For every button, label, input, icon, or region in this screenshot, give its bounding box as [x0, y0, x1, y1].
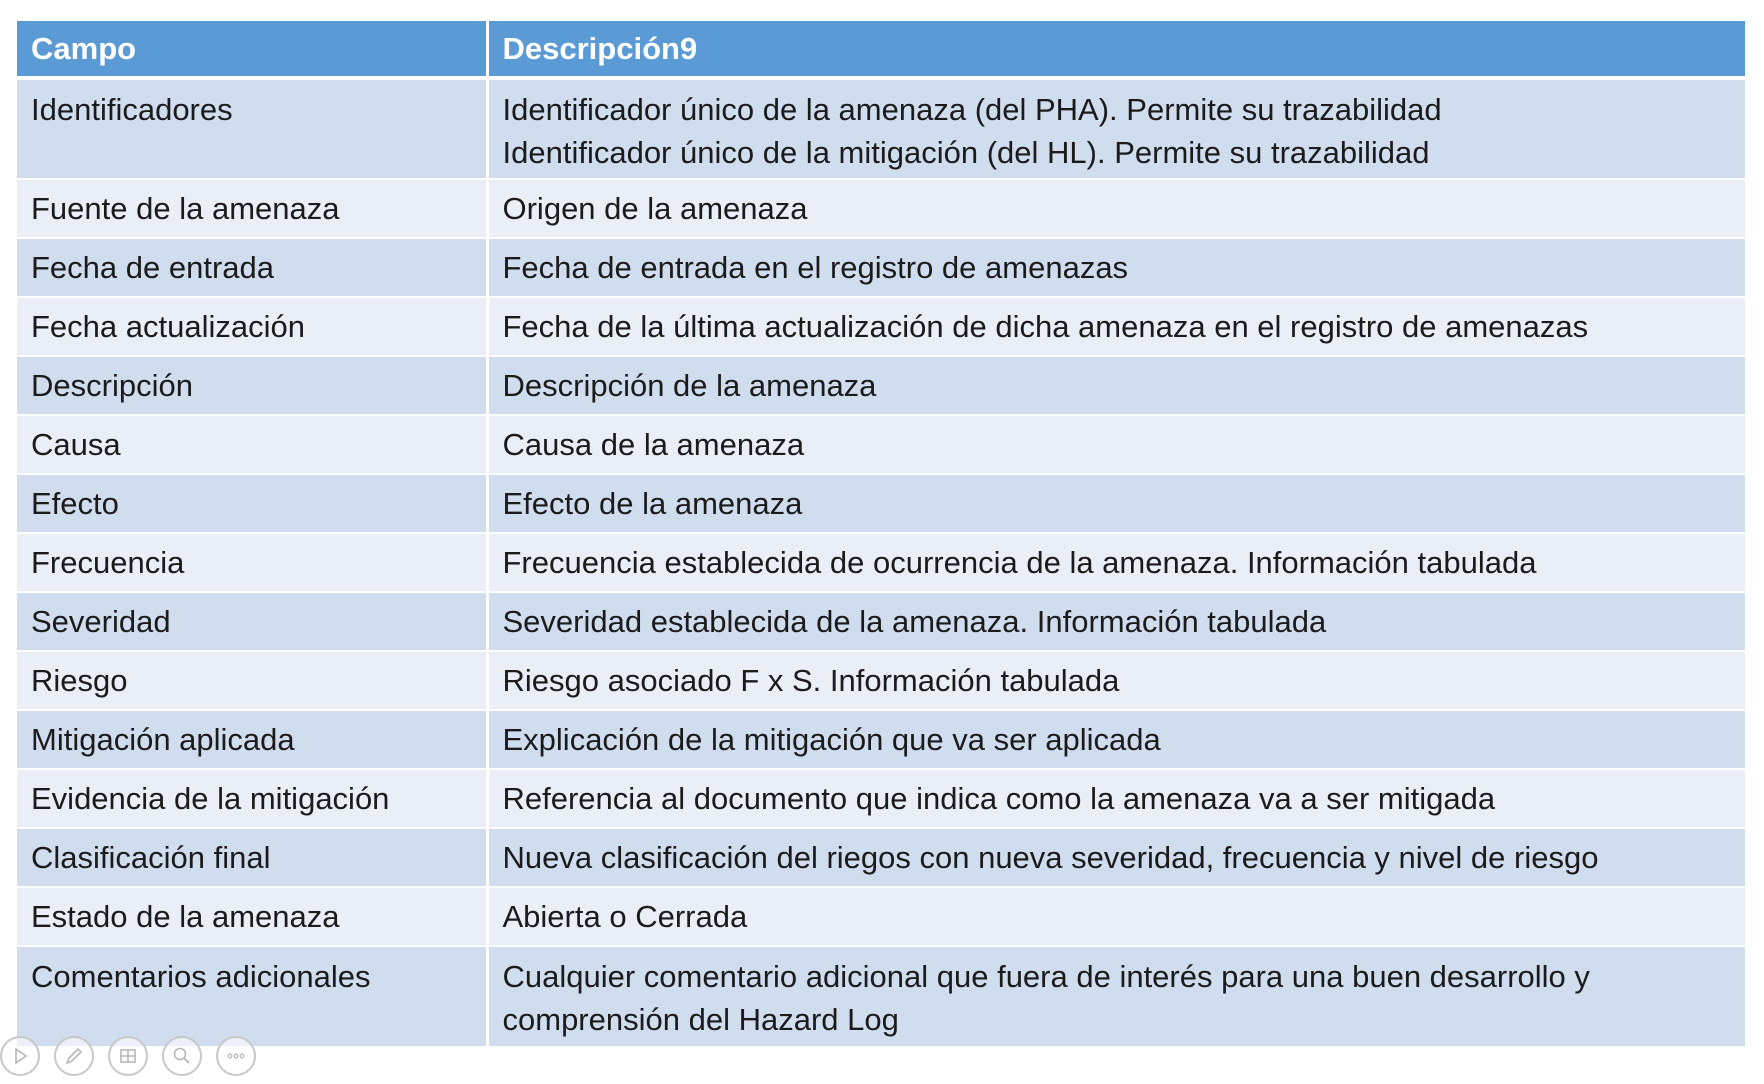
descripcion-line: Cualquier comentario adicional que fuera de interés para una buen desarrollo y: [502, 959, 1590, 994]
campo-cell: Efecto: [17, 474, 487, 533]
campo-cell: Clasificación final: [17, 828, 487, 887]
table-row: [17, 651, 1745, 710]
campo-cell: Riesgo: [17, 651, 487, 710]
descripcion-cell: Fecha de entrada en el registro de amenazas: [487, 238, 1745, 297]
campo-cell: Comentarios adicionales: [17, 946, 487, 1047]
campo-cell: Severidad: [17, 592, 487, 651]
descripcion-cell: [487, 78, 1745, 179]
pen-icon: [62, 1044, 86, 1068]
campo-cell: Fecha actualización: [17, 297, 487, 356]
descripcion-line: Identificador único de la mitigación (del HL). Permite su trazabilidad: [502, 135, 1430, 170]
campo-cell: Fuente de la amenaza: [17, 179, 487, 238]
descripcion-cell: Causa de la amenaza: [487, 415, 1745, 474]
descripcion-line: comprensión del Hazard Log: [502, 1002, 899, 1037]
table-row: [17, 710, 1745, 769]
table-row: [17, 887, 1745, 946]
campo-cell: Frecuencia: [17, 533, 487, 592]
table-header-row: [17, 21, 1745, 78]
descripcion-cell: Efecto de la amenaza: [487, 474, 1745, 533]
table-row: [17, 946, 1745, 1047]
play-button[interactable]: [0, 1036, 40, 1076]
fields-table: [17, 21, 1745, 1048]
table-row: [17, 78, 1745, 179]
more-icon: [224, 1044, 248, 1068]
campo-cell: Identificadores: [17, 78, 487, 179]
descripcion-cell: Frecuencia establecida de ocurrencia de la amenaza. Información tabulada: [487, 533, 1745, 592]
descripcion-cell: Riesgo asociado F x S. Información tabulada: [487, 651, 1745, 710]
descripcion-line: Identificador único de la amenaza (del PHA). Permite su trazabilidad: [502, 92, 1442, 127]
descripcion-cell: Referencia al documento que indica como la amenaza va a ser mitigada: [487, 769, 1745, 828]
campo-cell: Fecha de entrada: [17, 238, 487, 297]
campo-cell: Mitigación aplicada: [17, 710, 487, 769]
header-campo: Campo: [17, 21, 487, 78]
campo-cell: Evidencia de la mitigación: [17, 769, 487, 828]
descripcion-cell: Descripción de la amenaza: [487, 356, 1745, 415]
descripcion-cell: Origen de la amenaza: [487, 179, 1745, 238]
table-row: [17, 769, 1745, 828]
descripcion-cell: Fecha de la última actualización de dicha amenaza en el registro de amenazas: [487, 297, 1745, 356]
zoom-button[interactable]: [162, 1036, 202, 1076]
campo-cell: Causa: [17, 415, 487, 474]
table-row: [17, 592, 1745, 651]
presentation-toolbar: [0, 1036, 256, 1082]
table-row: [17, 297, 1745, 356]
header-descripcion: Descripción9: [487, 21, 1745, 78]
zoom-icon: [170, 1044, 194, 1068]
play-icon: [8, 1044, 32, 1068]
descripcion-cell: [487, 946, 1745, 1047]
table-row: [17, 356, 1745, 415]
slides-grid-icon: [116, 1044, 140, 1068]
campo-cell: Estado de la amenaza: [17, 887, 487, 946]
descripcion-cell: Explicación de la mitigación que va ser aplicada: [487, 710, 1745, 769]
table-row: [17, 828, 1745, 887]
campo-cell: Descripción: [17, 356, 487, 415]
table-row: [17, 474, 1745, 533]
pen-button[interactable]: [54, 1036, 94, 1076]
table-row: [17, 533, 1745, 592]
descripcion-cell: Abierta o Cerrada: [487, 887, 1745, 946]
descripcion-cell: Severidad establecida de la amenaza. Información tabulada: [487, 592, 1745, 651]
table-row: [17, 179, 1745, 238]
table-row: [17, 415, 1745, 474]
slides-grid-button[interactable]: [108, 1036, 148, 1076]
table-row: [17, 238, 1745, 297]
more-button[interactable]: [216, 1036, 256, 1076]
descripcion-cell: Nueva clasificación del riegos con nueva severidad, frecuencia y nivel de riesgo: [487, 828, 1745, 887]
